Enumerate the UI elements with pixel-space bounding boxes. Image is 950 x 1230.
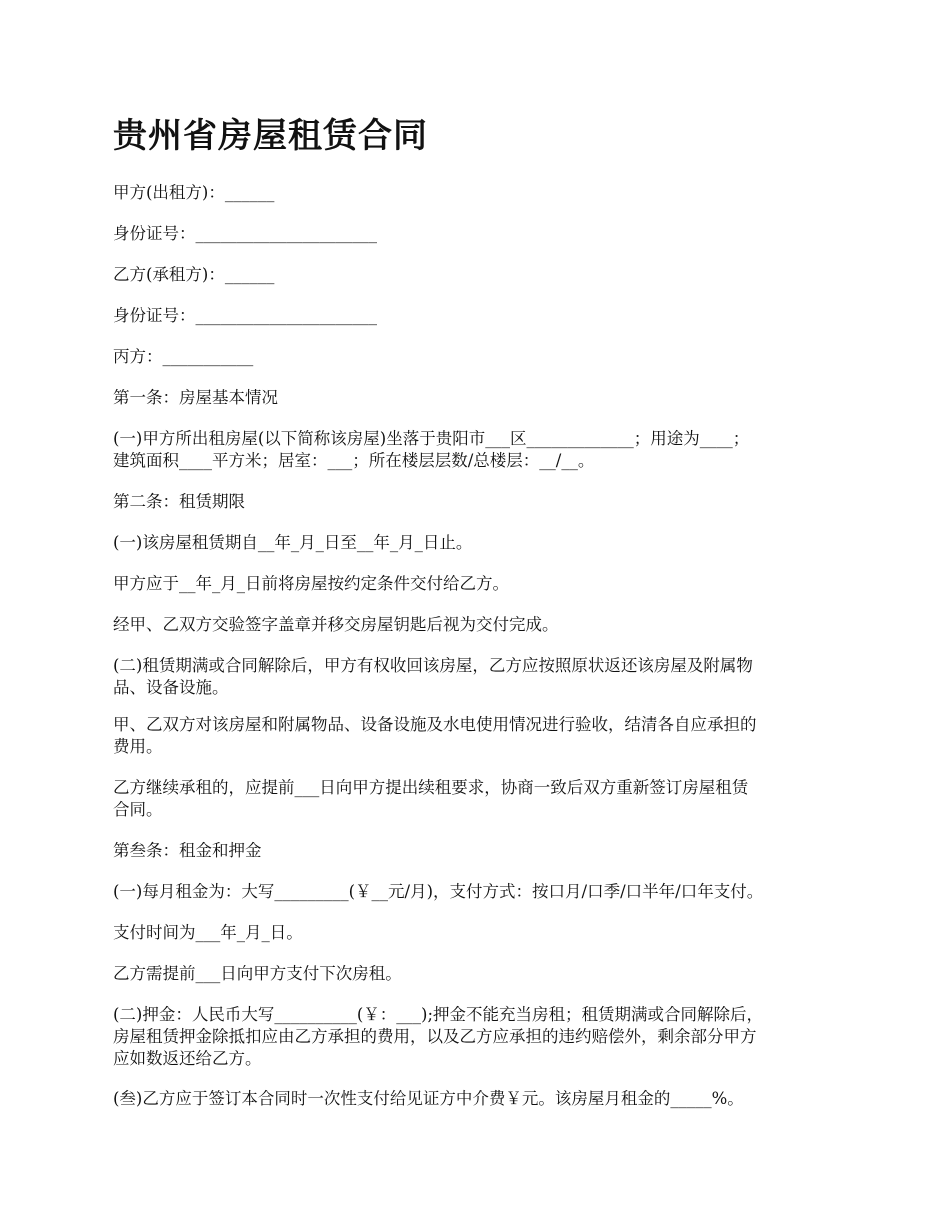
article-2-delivery-date: 甲方应于__年_月_日前将房屋按约定条件交付给乙方。 [113, 574, 509, 593]
article-3-agency-fee: (叁)乙方应于签订本合同时一次性支付给见证方中介费￥元。该房屋月租金的_____%。 [113, 1089, 744, 1108]
article-3-advance-payment: 乙方需提前___日向甲方支付下次房租。 [113, 964, 402, 983]
article-3-monthly-rent: (一)每月租金为：大写_________(￥__元/月)，支付方式：按口月/口季/口半年/口年支付。 [113, 882, 764, 901]
party-c-line: 丙方：___________ [113, 347, 254, 366]
party-b-line: 乙方(承租方)：______ [113, 265, 275, 284]
article-2-heading: 第二条：租赁期限 [113, 492, 245, 511]
article-2-renewal: 乙方继续承租的，应提前___日向甲方提出续租要求，协商一致后双方重新签订房屋租赁 合同。 [113, 778, 749, 819]
party-b-id-line: 身份证号：______________________ [113, 306, 377, 325]
article-3-heading: 第叁条：租金和押金 [113, 841, 262, 860]
article-2-clause-1: (一)该房屋租赁期自__年_月_日至__年_月_日止。 [113, 533, 473, 552]
article-2-delivery-completion: 经甲、乙双方交验签字盖章并移交房屋钥匙后视为交付完成。 [113, 615, 559, 634]
party-a-id-line: 身份证号：______________________ [113, 224, 377, 243]
article-1-heading: 第一条：房屋基本情况 [113, 388, 278, 407]
article-2-clause-2: (二)租赁期满或合同解除后，甲方有权收回该房屋，乙方应按照原状返还该房屋及附属物 品、设备设施。 [113, 656, 753, 697]
party-a-line: 甲方(出租方)：______ [113, 183, 275, 202]
document-title: 贵州省房屋租赁合同 [113, 116, 428, 156]
article-3-deposit: (二)押金：人民币大写__________(￥：___);押金不能充当房租；租赁期满或合同解除后， 房屋租赁押金除抵扣应由乙方承担的费用，以及乙方应承担的违约赔偿外，剩余部分甲方 应如数返还给乙方。 [113, 1005, 764, 1068]
article-3-payment-time: 支付时间为___年_月_日。 [113, 923, 303, 942]
article-1-clause-1: (一)甲方所出租房屋(以下简称该房屋)坐落于贵阳市___区_____________；用途为____； 建筑面积____平方米；居室：___；所在楼层层数/总楼层：__/__。 [113, 429, 750, 470]
article-2-inspection: 甲、乙双方对该房屋和附属物品、设备设施及水电使用情况进行验收，结清各自应承担的 费用。 [113, 715, 757, 756]
